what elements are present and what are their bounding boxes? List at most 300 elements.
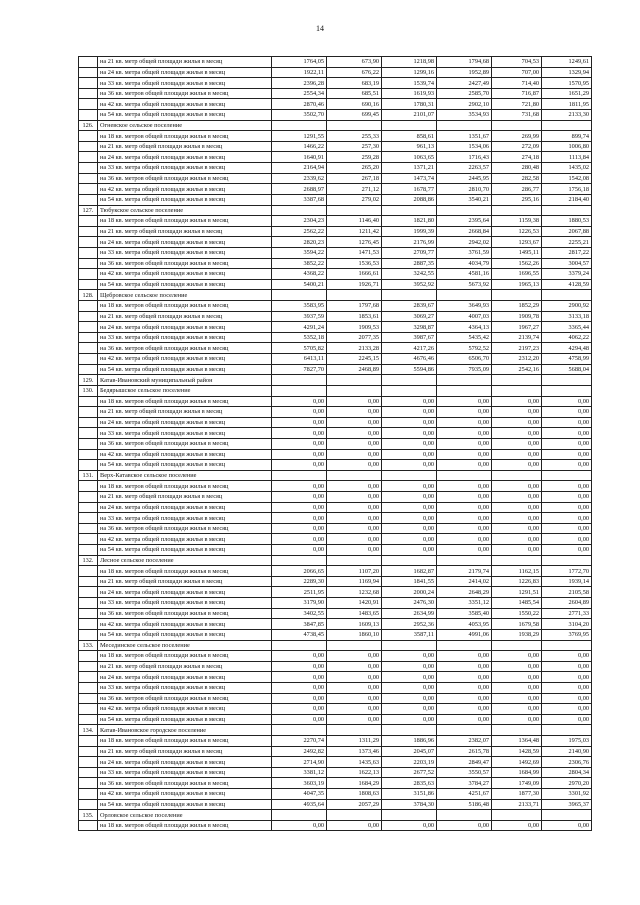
row-label: на 42 кв. метра общей площади жилья в месяц (98, 99, 272, 110)
value-cell: 3987,67 (382, 332, 437, 343)
value-cell: 0,00 (327, 481, 382, 492)
table-row (79, 332, 592, 343)
row-label: на 42 кв. метра общей площади жилья в месяц (98, 789, 272, 800)
section-title: Огневское сельское поселение (98, 120, 272, 131)
value-cell: 716,87 (492, 88, 542, 99)
row-label: на 18 кв. метров общей площади жилья в месяц (98, 566, 272, 577)
value-cell: 279,02 (327, 194, 382, 205)
value-cell: 0,00 (272, 491, 327, 502)
row-label: на 24 кв. метра общей площади жилья в месяц (98, 322, 272, 333)
section-row (79, 810, 592, 821)
value-cell: 2709,77 (382, 247, 437, 258)
row-number: 133. (79, 640, 98, 651)
row-number (79, 619, 98, 630)
value-cell (437, 205, 492, 216)
value-cell: 0,00 (542, 513, 592, 524)
row-number (79, 322, 98, 333)
value-cell: 0,00 (542, 407, 592, 418)
section-row (79, 120, 592, 131)
row-number (79, 279, 98, 290)
value-cell: 1860,10 (327, 629, 382, 640)
value-cell (382, 120, 437, 131)
value-cell: 0,00 (492, 396, 542, 407)
value-cell: 0,00 (327, 428, 382, 439)
value-cell: 0,00 (327, 491, 382, 502)
value-cell: 0,00 (437, 481, 492, 492)
value-cell: 1539,74 (382, 78, 437, 89)
table-row (79, 152, 592, 163)
row-number (79, 736, 98, 747)
value-cell: 0,00 (327, 682, 382, 693)
section-title: Верх-Катавское сельское поселение (98, 470, 272, 481)
table-row (79, 608, 592, 619)
value-cell: 0,00 (492, 428, 542, 439)
row-number (79, 428, 98, 439)
value-cell: 0,00 (492, 449, 542, 460)
value-cell: 0,00 (382, 704, 437, 715)
table-row (79, 194, 592, 205)
row-number (79, 438, 98, 449)
value-cell: 2414,02 (437, 576, 492, 587)
row-label: на 18 кв. метров общей площади жилья в месяц (98, 820, 272, 831)
value-cell: 1435,63 (327, 757, 382, 768)
value-cell: 2105,58 (542, 587, 592, 598)
value-cell: 0,00 (542, 672, 592, 683)
value-cell: 0,00 (542, 438, 592, 449)
row-number (79, 247, 98, 258)
value-cell (437, 470, 492, 481)
value-cell: 255,33 (327, 131, 382, 142)
section-title: Месединское сельское поселение (98, 640, 272, 651)
row-number (79, 407, 98, 418)
value-cell: 1965,13 (492, 279, 542, 290)
row-number (79, 608, 98, 619)
value-cell: 1852,29 (492, 301, 542, 312)
value-cell: 0,00 (327, 714, 382, 725)
row-number (79, 163, 98, 174)
value-cell: 1609,13 (327, 619, 382, 630)
row-number (79, 778, 98, 789)
value-cell: 2634,99 (382, 608, 437, 619)
value-cell: 0,00 (327, 661, 382, 672)
value-cell: 2133,30 (542, 110, 592, 121)
value-cell: 1716,43 (437, 152, 492, 163)
row-number (79, 184, 98, 195)
value-cell: 676,22 (327, 67, 382, 78)
value-cell (327, 810, 382, 821)
value-cell: 0,00 (327, 704, 382, 715)
value-cell: 0,00 (437, 428, 492, 439)
value-cell: 673,90 (327, 57, 382, 68)
value-cell: 0,00 (272, 481, 327, 492)
value-cell: 0,00 (327, 438, 382, 449)
value-cell: 2839,67 (382, 301, 437, 312)
value-cell: 0,00 (492, 682, 542, 693)
value-cell: 0,00 (272, 449, 327, 460)
value-cell (437, 290, 492, 301)
value-cell: 0,00 (327, 545, 382, 556)
value-cell: 5186,48 (437, 799, 492, 810)
row-number (79, 534, 98, 545)
value-cell: 3387,68 (272, 194, 327, 205)
row-label: на 36 кв. метров общей площади жилья в месяц (98, 778, 272, 789)
value-cell: 0,00 (272, 513, 327, 524)
value-cell: 3784,30 (382, 799, 437, 810)
row-label: на 21 кв. метр общей площади жилья в месяц (98, 141, 272, 152)
row-label: на 21 кв. метр общей площади жилья в месяц (98, 407, 272, 418)
value-cell: 1495,11 (492, 247, 542, 258)
table-row (79, 184, 592, 195)
value-cell: 0,00 (492, 534, 542, 545)
value-cell: 5352,18 (272, 332, 327, 343)
row-label: на 36 кв. метров общей площади жилья в месяц (98, 693, 272, 704)
value-cell: 6413,11 (272, 354, 327, 365)
value-cell: 0,00 (272, 820, 327, 831)
table-row (79, 523, 592, 534)
value-cell: 272,09 (492, 141, 542, 152)
value-cell (542, 290, 592, 301)
row-label: на 21 кв. метр общей площади жилья в месяц (98, 576, 272, 587)
table-row (79, 141, 592, 152)
section-row (79, 640, 592, 651)
value-cell: 0,00 (272, 693, 327, 704)
table-row (79, 661, 592, 672)
value-cell: 0,00 (382, 449, 437, 460)
table-row (79, 396, 592, 407)
value-cell (437, 810, 492, 821)
row-number (79, 789, 98, 800)
row-label: на 42 кв. метра общей площади жилья в месяц (98, 534, 272, 545)
row-label: на 33 кв. метра общей площади жилья в месяц (98, 163, 272, 174)
value-cell: 0,00 (437, 714, 492, 725)
row-label: на 33 кв. метра общей площади жилья в месяц (98, 513, 272, 524)
value-cell: 267,18 (327, 173, 382, 184)
row-number (79, 661, 98, 672)
row-number: 127. (79, 205, 98, 216)
value-cell (542, 385, 592, 396)
value-cell: 4128,59 (542, 279, 592, 290)
value-cell: 1351,67 (437, 131, 492, 142)
value-cell: 0,00 (542, 820, 592, 831)
table-row (79, 163, 592, 174)
value-cell: 0,00 (437, 407, 492, 418)
value-cell: 1794,68 (437, 57, 492, 68)
value-cell: 0,00 (382, 481, 437, 492)
value-cell: 0,00 (272, 545, 327, 556)
value-cell (492, 385, 542, 396)
row-number: 130. (79, 385, 98, 396)
row-number (79, 651, 98, 662)
value-cell: 2468,89 (327, 364, 382, 375)
table-row (79, 279, 592, 290)
value-cell: 1622,13 (327, 767, 382, 778)
value-cell: 0,00 (382, 672, 437, 683)
value-cell: 2255,21 (542, 237, 592, 248)
value-cell: 6506,70 (437, 354, 492, 365)
value-cell: 0,00 (492, 820, 542, 831)
value-cell: 3952,92 (382, 279, 437, 290)
value-cell: 2562,22 (272, 226, 327, 237)
value-cell: 0,00 (542, 714, 592, 725)
value-cell: 1619,93 (382, 88, 437, 99)
row-number (79, 523, 98, 534)
value-cell: 0,00 (542, 693, 592, 704)
value-cell: 0,00 (542, 502, 592, 513)
value-cell: 0,00 (542, 460, 592, 471)
value-cell: 731,68 (492, 110, 542, 121)
row-number (79, 704, 98, 715)
value-cell: 1764,05 (272, 57, 327, 68)
table-row (79, 343, 592, 354)
value-cell (492, 120, 542, 131)
row-label: на 42 кв. метра общей площади жилья в месяц (98, 269, 272, 280)
value-cell: 1299,16 (382, 67, 437, 78)
value-cell: 0,00 (437, 460, 492, 471)
row-number: 128. (79, 290, 98, 301)
row-number (79, 332, 98, 343)
value-cell: 2942,02 (437, 237, 492, 248)
value-cell: 2714,90 (272, 757, 327, 768)
value-cell: 0,00 (542, 682, 592, 693)
row-label: на 24 кв. метра общей площади жилья в месяц (98, 152, 272, 163)
value-cell: 1678,77 (382, 184, 437, 195)
row-label: на 33 кв. метра общей площади жилья в месяц (98, 78, 272, 89)
value-cell: 1435,02 (542, 163, 592, 174)
value-cell: 1811,95 (542, 99, 592, 110)
table-row (79, 173, 592, 184)
value-cell (542, 725, 592, 736)
value-cell: 0,00 (272, 502, 327, 513)
row-label: на 18 кв. метров общей площади жилья в месяц (98, 736, 272, 747)
row-label: на 18 кв. метров общей площади жилья в месяц (98, 216, 272, 227)
row-label: на 54 кв. метра общей площади жилья в месяц (98, 279, 272, 290)
value-cell (492, 290, 542, 301)
row-label: на 24 кв. метра общей площади жилья в месяц (98, 672, 272, 683)
table-row (79, 534, 592, 545)
row-label: на 33 кв. метра общей площади жилья в месяц (98, 598, 272, 609)
value-cell: 1483,65 (327, 608, 382, 619)
row-number (79, 88, 98, 99)
value-cell: 274,18 (492, 152, 542, 163)
value-cell: 1749,09 (492, 778, 542, 789)
value-cell (272, 375, 327, 386)
row-number (79, 576, 98, 587)
row-label: на 42 кв. метра общей площади жилья в месяц (98, 184, 272, 195)
value-cell: 3381,12 (272, 767, 327, 778)
value-cell: 269,99 (492, 131, 542, 142)
value-cell: 2203,19 (382, 757, 437, 768)
value-cell (542, 640, 592, 651)
value-cell: 3534,93 (437, 110, 492, 121)
row-number (79, 226, 98, 237)
value-cell: 1146,40 (327, 216, 382, 227)
table-body (79, 57, 592, 831)
value-cell: 0,00 (542, 491, 592, 502)
section-row (79, 725, 592, 736)
value-cell (327, 375, 382, 386)
row-number (79, 672, 98, 683)
value-cell: 0,00 (437, 513, 492, 524)
value-cell: 2887,35 (382, 258, 437, 269)
row-number (79, 449, 98, 460)
value-cell: 1226,53 (492, 226, 542, 237)
row-label: на 42 кв. метра общей площади жилья в месяц (98, 619, 272, 630)
value-cell: 1211,42 (327, 226, 382, 237)
table-row (79, 598, 592, 609)
value-cell: 1159,38 (492, 216, 542, 227)
table-row (79, 438, 592, 449)
row-number (79, 396, 98, 407)
value-cell: 0,00 (382, 438, 437, 449)
table-row (79, 131, 592, 142)
row-number (79, 57, 98, 68)
table-row (79, 799, 592, 810)
value-cell: 0,00 (382, 651, 437, 662)
value-cell: 0,00 (492, 491, 542, 502)
value-cell: 2066,65 (272, 566, 327, 577)
value-cell: 0,00 (327, 534, 382, 545)
row-number (79, 767, 98, 778)
value-cell: 4047,35 (272, 789, 327, 800)
value-cell (382, 555, 437, 566)
value-cell (382, 640, 437, 651)
row-number (79, 152, 98, 163)
value-cell: 2849,47 (437, 757, 492, 768)
value-cell: 0,00 (492, 513, 542, 524)
value-cell: 1162,15 (492, 566, 542, 577)
value-cell: 0,00 (542, 704, 592, 715)
value-cell: 2045,07 (382, 746, 437, 757)
section-title: Бедярышское сельское поселение (98, 385, 272, 396)
value-cell (327, 725, 382, 736)
row-number (79, 258, 98, 269)
row-label: на 24 кв. метра общей площади жилья в месяц (98, 67, 272, 78)
row-number (79, 757, 98, 768)
value-cell: 5688,04 (542, 364, 592, 375)
value-cell (492, 725, 542, 736)
value-cell: 259,28 (327, 152, 382, 163)
table-row (79, 682, 592, 693)
value-cell: 0,00 (437, 682, 492, 693)
value-cell: 0,00 (492, 704, 542, 715)
row-label: на 18 кв. метров общей площади жилья в месяц (98, 396, 272, 407)
value-cell: 1107,20 (327, 566, 382, 577)
value-cell: 1679,58 (492, 619, 542, 630)
value-cell: 1428,59 (492, 746, 542, 757)
value-cell: 1808,63 (327, 789, 382, 800)
value-cell: 3550,57 (437, 767, 492, 778)
value-cell (382, 205, 437, 216)
section-title: Катав-Ивановское городское поселение (98, 725, 272, 736)
value-cell: 5673,92 (437, 279, 492, 290)
value-cell (272, 725, 327, 736)
value-cell: 0,00 (492, 523, 542, 534)
value-cell (327, 640, 382, 651)
row-label: на 36 кв. метров общей площади жилья в месяц (98, 258, 272, 269)
table-row (79, 746, 592, 757)
row-number (79, 587, 98, 598)
row-label: на 36 кв. метров общей площади жилья в месяц (98, 523, 272, 534)
table-row (79, 651, 592, 662)
value-cell: 2140,90 (542, 746, 592, 757)
row-label: на 18 кв. метров общей площади жилья в месяц (98, 651, 272, 662)
value-cell: 699,45 (327, 110, 382, 121)
table-row (79, 460, 592, 471)
value-cell (492, 205, 542, 216)
value-cell: 1466,22 (272, 141, 327, 152)
value-cell: 4294,48 (542, 343, 592, 354)
value-cell (542, 205, 592, 216)
value-cell: 2585,70 (437, 88, 492, 99)
value-cell: 4251,67 (437, 789, 492, 800)
table-row (79, 428, 592, 439)
value-cell (327, 120, 382, 131)
page-number: 14 (316, 24, 324, 33)
table-row (79, 587, 592, 598)
row-label: на 24 кв. метра общей площади жилья в месяц (98, 757, 272, 768)
value-cell: 295,16 (492, 194, 542, 205)
table-row (79, 619, 592, 630)
value-cell (327, 470, 382, 481)
table-row (79, 820, 592, 831)
value-cell: 0,00 (382, 682, 437, 693)
table-row (79, 704, 592, 715)
value-cell: 3761,59 (437, 247, 492, 258)
value-cell (382, 810, 437, 821)
value-cell: 3540,21 (437, 194, 492, 205)
value-cell: 0,00 (327, 672, 382, 683)
section-title: Катав-Ивановский муниципальный район (98, 375, 272, 386)
value-cell: 0,00 (382, 534, 437, 545)
value-cell: 1684,29 (327, 778, 382, 789)
table-row (79, 736, 592, 747)
row-number (79, 513, 98, 524)
value-cell: 0,00 (437, 704, 492, 715)
row-number (79, 682, 98, 693)
value-cell (272, 205, 327, 216)
value-cell (382, 470, 437, 481)
table-row (79, 757, 592, 768)
value-cell: 0,00 (272, 417, 327, 428)
row-label: на 42 кв. метра общей площади жилья в месяц (98, 704, 272, 715)
value-cell: 3769,95 (542, 629, 592, 640)
value-cell: 2067,88 (542, 226, 592, 237)
value-cell: 4007,03 (437, 311, 492, 322)
value-cell: 2810,70 (437, 184, 492, 195)
value-cell: 2820,23 (272, 237, 327, 248)
value-cell: 0,00 (382, 714, 437, 725)
value-cell (272, 120, 327, 131)
row-number (79, 746, 98, 757)
table-row (79, 491, 592, 502)
value-cell: 858,61 (382, 131, 437, 142)
row-number (79, 460, 98, 471)
row-number (79, 491, 98, 502)
value-cell: 2270,74 (272, 736, 327, 747)
value-cell: 3847,85 (272, 619, 327, 630)
value-cell (492, 375, 542, 386)
table-row (79, 99, 592, 110)
row-label: на 42 кв. метра общей площади жилья в месяц (98, 449, 272, 460)
value-cell: 3351,12 (437, 598, 492, 609)
value-cell (492, 810, 542, 821)
value-cell: 0,00 (492, 407, 542, 418)
section-row (79, 205, 592, 216)
value-cell: 0,00 (272, 714, 327, 725)
table-row (79, 364, 592, 375)
value-cell: 0,00 (542, 428, 592, 439)
value-cell: 2604,89 (542, 598, 592, 609)
